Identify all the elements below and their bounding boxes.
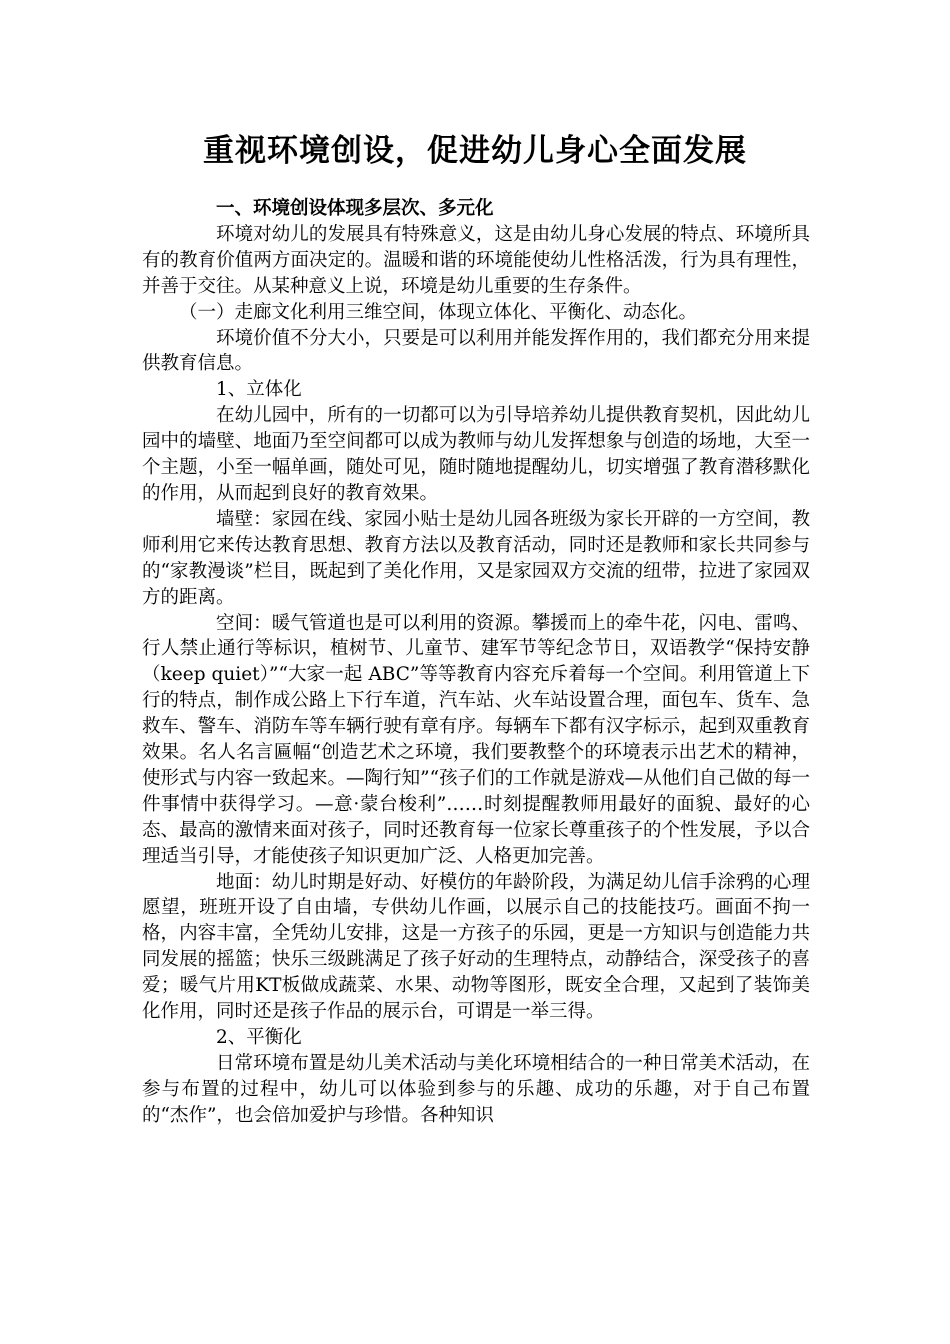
document-title: 重视环境创设，促进幼儿身心全面发展 bbox=[203, 133, 747, 169]
paragraph-1: 环境对幼儿的发展具有特殊意义，这是由幼儿身心发展的特点、环境所具有的教育价值两方面决定的。温暖和谐的环境能使幼儿性格活泼，行为具有理性，并善于交往。从某种意义上说，环境是幼儿重要的生存条件。 bbox=[142, 223, 810, 297]
paragraph-3: 在幼儿园中，所有的一切都可以为引导培养幼儿提供教育契机，因此幼儿园中的墙壁、地面乃至空间都可以成为教师与幼儿发挥想象与创造的场地，大至一个主题，小至一幅单画，随处可见，随时随地提醒幼儿，切实增强了教育潜移默化的作用，从而起到良好的教育效果。 bbox=[142, 405, 810, 504]
paragraph-2: 环境价值不分大小，只要是可以利用并能发挥作用的，我们都充分用来提供教育信息。 bbox=[142, 327, 810, 375]
paragraph-ground: 地面：幼儿时期是好动、好模仿的年龄阶段，为满足幼儿信手涂鸦的心理愿望，班班开设了自由墙，专供幼儿作画，以展示自己的技能技巧。画面不拘一格，内容丰富，全凭幼儿安排，这是一方孩子的乐园，更是一方知识与创造能力共同发展的摇篮；快乐三级跳满足了孩子好动的生理特点，动静结合，深受孩子的喜爱；暖气片用KT板做成蔬菜、水果、动物等图形，既安全合理，又起到了装饰美化作用，同时还是孩子作品的展示台，可谓是一举三得。 bbox=[142, 871, 810, 1023]
section-heading-1: 一、环境创设体现多层次、多元化 bbox=[216, 198, 494, 219]
subsection-heading-1: （一）走廊文化利用三维空间，体现立体化、平衡化、动态化。 bbox=[179, 301, 698, 323]
paragraph-walls: 墙壁：家园在线、家园小贴士是幼儿园各班级为家长开辟的一方空间，教师利用它来传达教育思想、教育方法以及教育活动，同时还是教师和家长共同参与的“家教漫谈”栏目，既起到了美化作用，又是家园双方交流的纽带，拉进了家园双方的距离。 bbox=[142, 508, 810, 608]
paragraph-7: 日常环境布置是幼儿美术活动与美化环境相结合的一种日常美术活动，在参与布置的过程中，幼儿可以体验到参与的乐趣、成功的乐趣，对于自己布置的“杰作”，也会倍加爱护与珍惜。各种知识 bbox=[142, 1052, 810, 1126]
document-body bbox=[142, 196, 810, 1129]
item-heading-2: 2、平衡化 bbox=[216, 1027, 302, 1048]
paragraph-space: 空间：暖气管道也是可以利用的资源。攀援而上的牵牛花，闪电、雷鸣、行人禁止通行等标识，植树节、儿童节、建军节等纪念节日，双语教学“保持安静（keep quiet）”“大家一起 ABC”等等教育内容充斥着每一个空间。利用管道上下行的特点，制作成公路上下行车道，汽车站、火车站设置合理，面包车、货车、急救车、警车、消防车等车辆行驶有章有序。每辆车下都有汉字标示，起到双重教育效果。名人名言匾幅“创造艺术之环境，我们要教整个的环境表示出艺术的精神，使形式与内容一致起来。—陶行知”“孩子们的工作就是游戏—从他们自己做的每一件事情中获得学习。—意·蒙台梭利”……时刻提醒教师用最好的面貌、最好的心态、最高的激情来面对孩子，同时还教育每一位家长尊重孩子的个性发展，予以合理适当引导，才能使孩子知识更加广泛、人格更加完善。 bbox=[142, 612, 810, 867]
item-heading-1: 1、立体化 bbox=[216, 379, 302, 401]
